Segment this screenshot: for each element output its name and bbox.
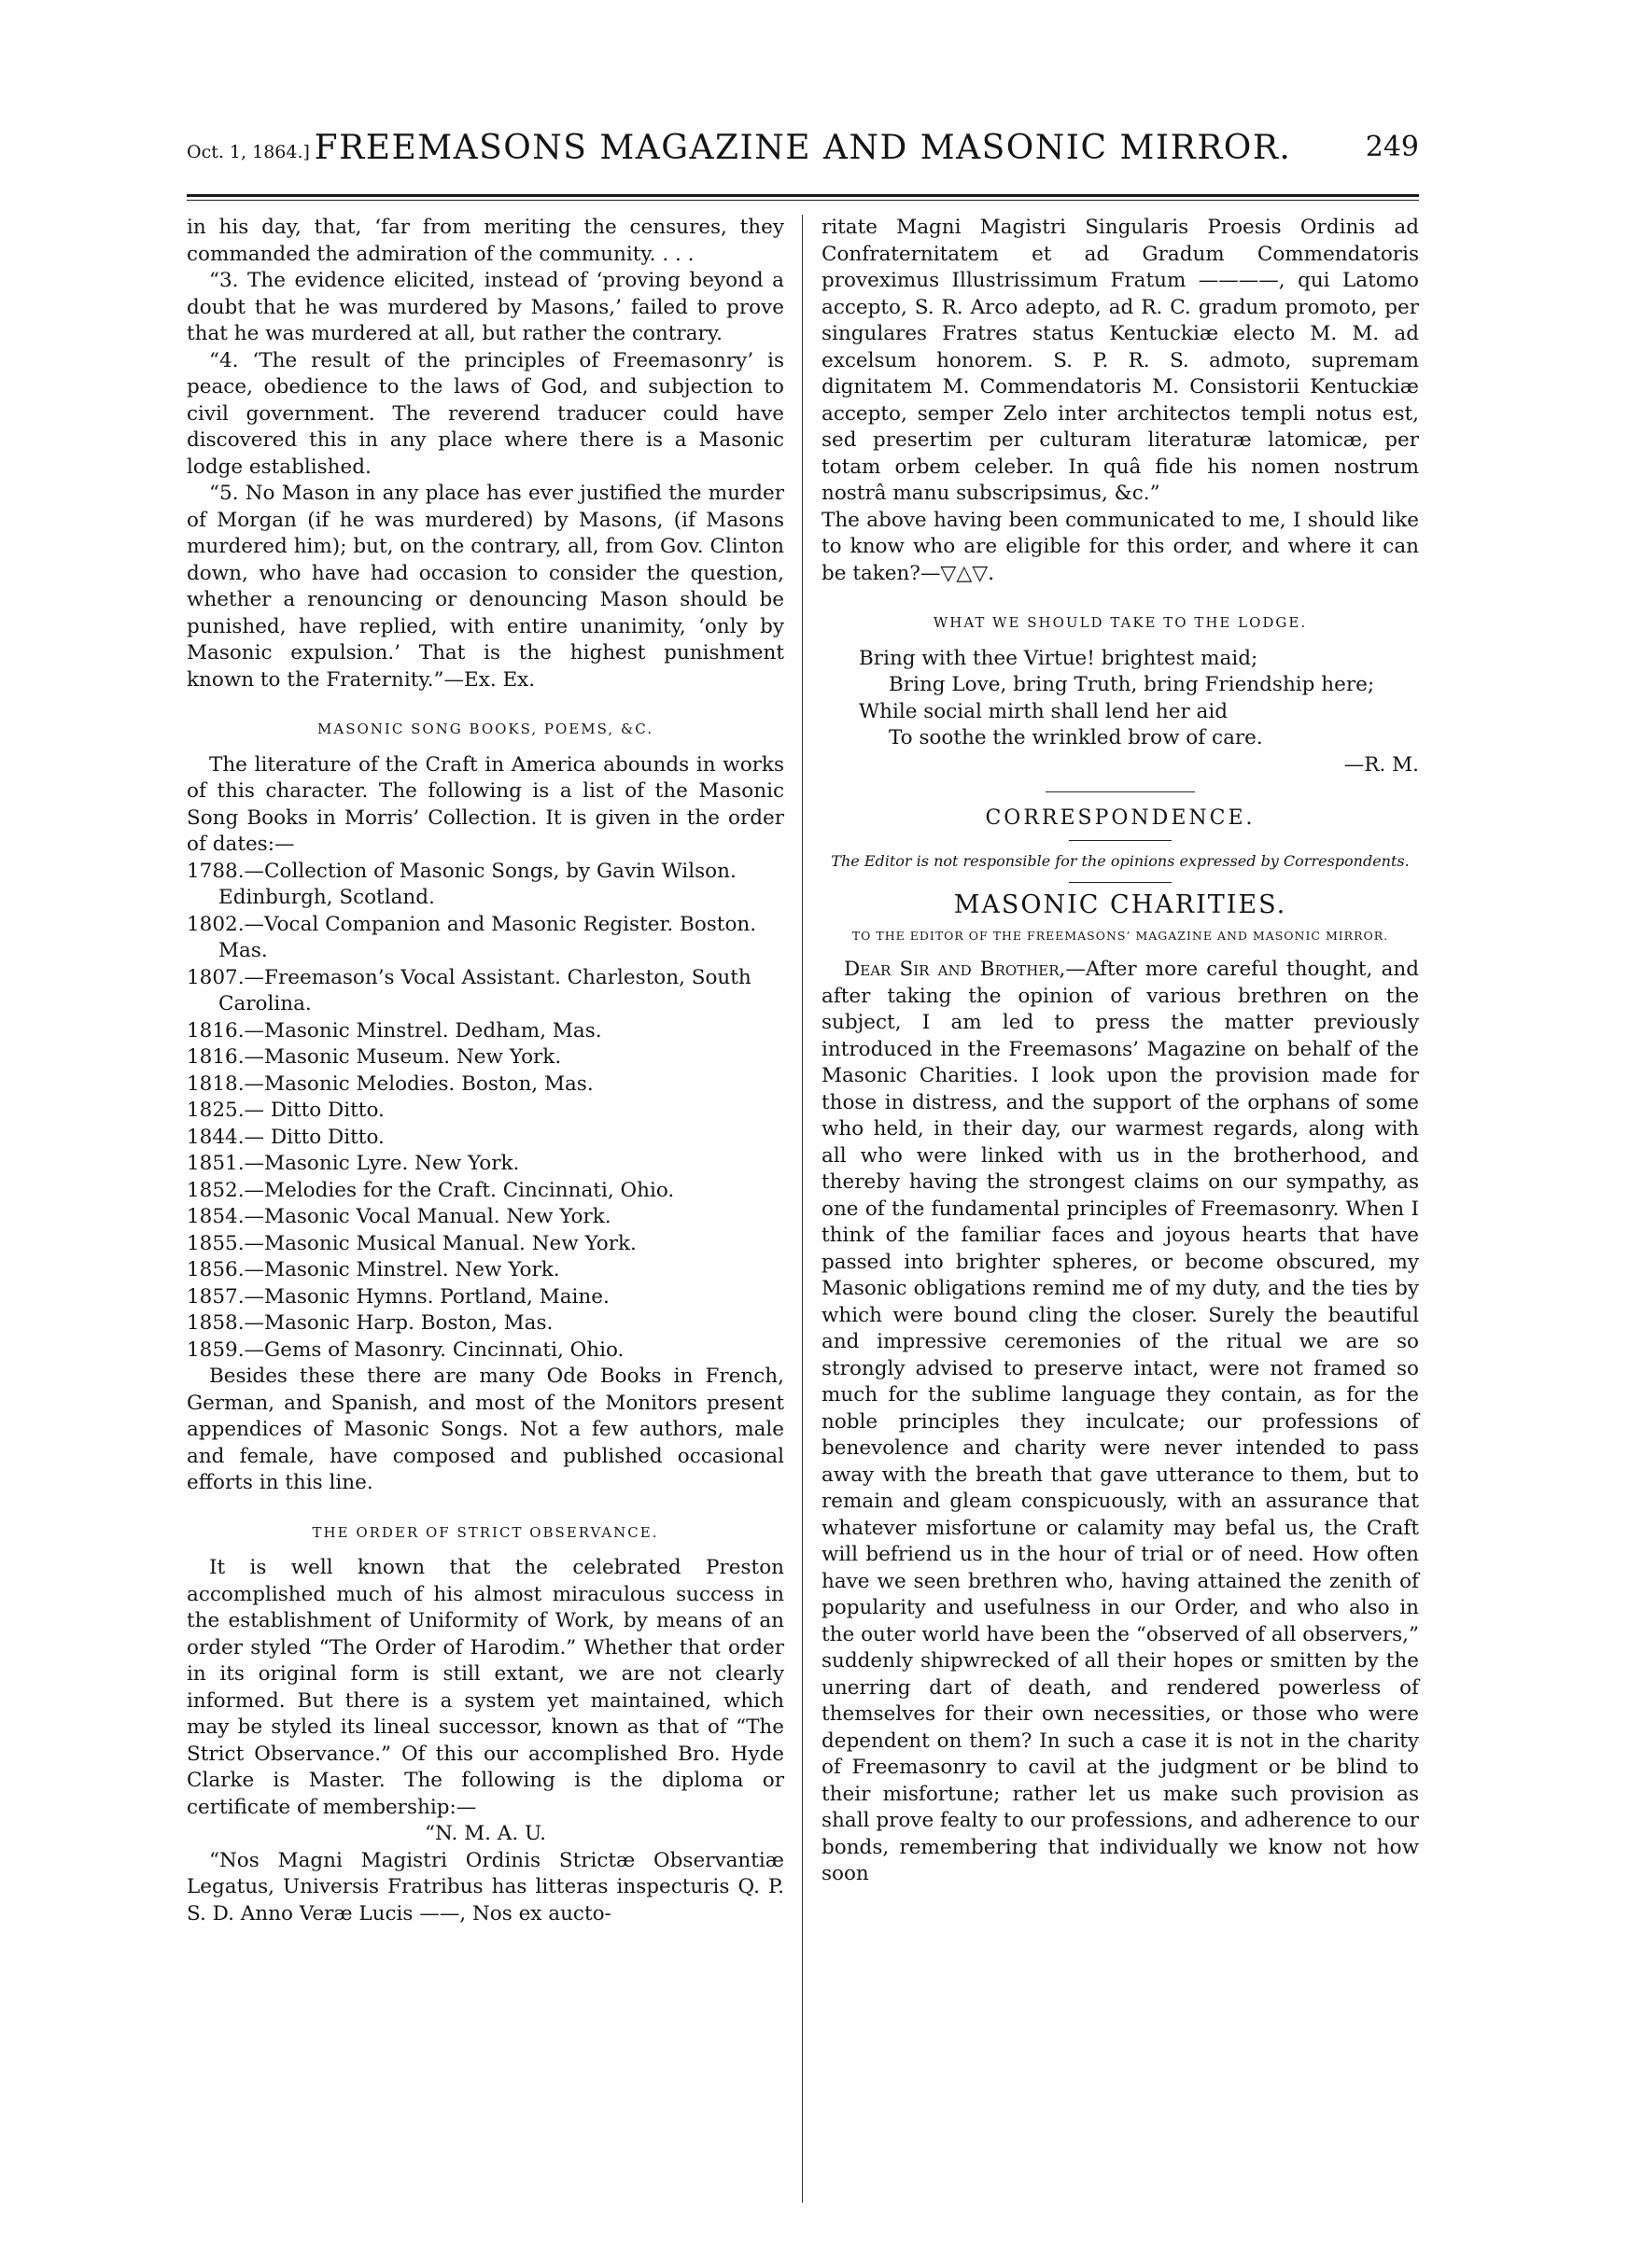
list-item: 1855.—Masonic Musical Manual. New York. <box>187 1231 637 1255</box>
list-item: 1818.—Masonic Melodies. Boston, Mas. <box>187 1071 594 1096</box>
header-title: FREEMASONS MAGAZINE AND MASONIC MIRROR. <box>314 129 1292 167</box>
list-item: 1856.—Masonic Minstrel. New York. <box>187 1258 560 1281</box>
paragraph: ritate Magni Magistri Singularis Proesis Ordinis ad Confraternitatem et ad Gradum Commendatoris proveximus Illustrissimum Fratum ————, qui Latomo accepto, S. R. Arco adepto, ad R. C. gradum promoto, per singulares Fratres status Kentuckiæ electo M. M. ad excelsum honorem. S. P. R. S. admoto, supremam dignitatem M. Commendatoris M. Consistorii Kentuckiæ accepto, semper Zelo inter architectos templi notus est, sed presertim per culturam literaturæ latomicæ, per totam orbem celeber. In quâ fide his nomen nostrum nostrâ manu subscripsimus, &c.” <box>822 216 1419 505</box>
section-rule <box>1069 840 1172 841</box>
masonic-charities-heading: MASONIC CHARITIES. <box>953 890 1287 919</box>
header-date: Oct. 1, 1864.] <box>187 142 310 162</box>
list-item: 1816.—Masonic Museum. New York. <box>187 1045 562 1069</box>
list-item: 1851.—Masonic Lyre. New York. <box>187 1152 520 1175</box>
section-heading-lodge: WHAT WE SHOULD TAKE TO THE LODGE. <box>933 614 1308 631</box>
list-item: 1816.—Masonic Minstrel. Dedham, Mas. <box>187 1018 602 1043</box>
song-book-list <box>187 859 784 1365</box>
paragraph <box>822 508 1419 588</box>
right-column <box>822 215 1419 1888</box>
paragraph: “Nos Magni Magistri Ordinis Strictæ Observantiæ Legatus, Universis Fratribus has litteras inspecturis Q. P. S. D. Anno Veræ Lucis ——, Nos ex aucto- <box>187 1848 784 1925</box>
correspondence-heading: CORRESPONDENCE. <box>985 806 1256 830</box>
list-item: 1859.—Gems of Masonry. Cincinnati, Ohio. <box>187 1337 625 1362</box>
paragraph: in his day, that, ‘far from meriting the censures, they commanded the admiration of the community. . . . <box>187 216 784 266</box>
paragraph: “5. No Mason in any place has ever justified the murder of Morgan (if he was murdered) by Masons, (if Masons murdered him); but, on the contrary, all, from Gov. Clinton down, who have had occasion to consider the question, whether a renouncing or denouncing Mason should be punished, have replied, with entire unanimity, ‘only by Masonic expulsion.’ That is the highest punishment known to the Fraternity.”—Ex. Ex. <box>187 482 784 692</box>
list-item: 1807.—Freemason’s Vocal Assistant. Charleston, South Carolina. <box>187 965 751 1015</box>
magazine-page <box>187 121 1419 2203</box>
list-item: 1825.— Ditto Ditto. <box>187 1099 385 1122</box>
letter-body <box>822 957 1419 1888</box>
poem-line: While social mirth shall lend her aid <box>859 699 1229 723</box>
paragraph: It is well known that the celebrated Preston accomplished much of his almost miraculous success in the establishment of Uniformity of Work, by means of an order styled “The Order of Harodim.” Whether that order in its original form is still extant, we are not clearly informed. But there is a system yet maintained, which may be styled its lineal successor, known as that of “The Strict Observance.” Of this our accomplished Bro. Hyde Clarke is Master. The following is the diploma or certificate of membership:— <box>187 1556 784 1819</box>
list-item: 1844.— Ditto Ditto. <box>187 1125 385 1149</box>
editor-note: The Editor is not responsible for the opinions expressed by Correspondents. <box>831 851 1410 870</box>
diploma-heading: “N. M. A. U. <box>425 1822 546 1845</box>
list-item: 1788.—Collection of Masonic Songs, by Gavin Wilson. Edinburgh, Scotland. <box>187 859 737 909</box>
paragraph: “4. ‘The result of the principles of Freemasonry’ is peace, obedience to the laws of God, and subjection to civil government. The reverend traducer could have discovered this in any place where there is a Masonic lodge established. <box>187 348 784 479</box>
list-item: 1857.—Masonic Hymns. Portland, Maine. <box>187 1284 610 1309</box>
section-rule <box>1046 791 1195 792</box>
section-heading-song-books: MASONIC SONG BOOKS, POEMS, &C. <box>317 721 653 737</box>
header-rule-thin <box>187 200 1419 201</box>
column-divider <box>802 215 803 2203</box>
letter-text: —After more careful thought, and after taking the opinion of various brethren on the subject, I am led to press the matter previously introduced in the Freemasons’ Magazine on behalf of the Masonic Charities. I look upon the provision made for those in distress, and the support of the orphans of some who held, in their day, our warmest regards, along with all who were linked with us in the brotherhood, and thereby having the strongest claims on our sympathy, as one of the fundamental principles of Freemasonry. When I think of the familiar faces and joyous hearts that have passed into brighter spheres, or become obscured, my Masonic obligations remind me of my duty, and the ties by which were bound cling the closer. Surely the beautiful and impressive ceremonies of the ritual we are so strongly advised to preserve intact, were not framed so much for the sublime language they contain, as for the noble principles they inculcate; our professions of benevolence and charity were never intended to pass away with the breath that gave utterance to them, but to remain and gleam conspicuously, with an assurance that whatever misfortune or calamity may befal us, the Craft will befriend us in the hour of trial or of need. How often have we seen brethren who, having attained the zenith of popularity and usefulness in our Order, and who also in the outer world have been the “observed of all observers,” suddenly shipwrecked of all their hopes or smitten by the unerring dart of death, and rendered powerless of themselves for their own necessities, or those who were dependent on them? In such a case it is not in the charity of Freemasonry to cavil at the judgment or be blind to their misfortune; rather let us make such provision as shall prove fealty to our professions, and adherence to our bonds, remembering that individually we know not how soon <box>822 958 1420 1885</box>
poem-signature: —R. M. <box>1343 752 1419 777</box>
salutation: Dear Sir and Brother, <box>844 958 1066 981</box>
list-item: 1852.—Melodies for the Craft. Cincinnati, Ohio. <box>187 1178 675 1202</box>
paragraph: “3. The evidence elicited, instead of ‘proving beyond a doubt that he was murdered by Masons,’ failed to prove that he was murdered at all, but rather the contrary. <box>187 269 784 345</box>
list-item: 1858.—Masonic Harp. Boston, Mas. <box>187 1311 554 1335</box>
poem-line: To soothe the wrinkled brow of care. <box>889 726 1263 749</box>
addressed-to: TO THE EDITOR OF THE FREEMASONS’ MAGAZINE AND MASONIC MIRROR. <box>851 928 1389 943</box>
query-text: The above having been communicated to me, I should like to know who are eligible for this order, and where it can be taken?— <box>822 508 1419 585</box>
paragraph: Besides these there are many Ode Books in French, German, and Spanish, and most of the Monitors present appendices of Masonic Songs. Not a few authors, male and female, have composed and published occasional efforts in this line. <box>187 1365 784 1494</box>
left-column <box>187 215 784 1927</box>
list-item: 1802.—Vocal Companion and Masonic Register. Boston. Mas. <box>187 912 757 962</box>
paragraph: The literature of the Craft in America abounds in works of this character. The following is a list of the Masonic Song Books in Morris’ Collection. It is given in the order of dates:— <box>187 752 784 856</box>
section-heading-strict-observance: THE ORDER OF STRICT OBSERVANCE. <box>312 1523 659 1541</box>
two-column-body <box>187 215 1419 2203</box>
list-item: 1854.—Masonic Vocal Manual. New York. <box>187 1205 611 1228</box>
section-rule <box>1069 882 1172 883</box>
poem-line: Bring Love, bring Truth, bring Friendship here; <box>889 673 1375 696</box>
running-header <box>187 121 1419 187</box>
page-number: 249 <box>1365 131 1419 163</box>
poem-line: Bring with thee Virtue! brightest maid; <box>859 646 1258 670</box>
header-rule-thick <box>187 194 1419 197</box>
triangles-signature: ▽△▽. <box>940 561 995 585</box>
